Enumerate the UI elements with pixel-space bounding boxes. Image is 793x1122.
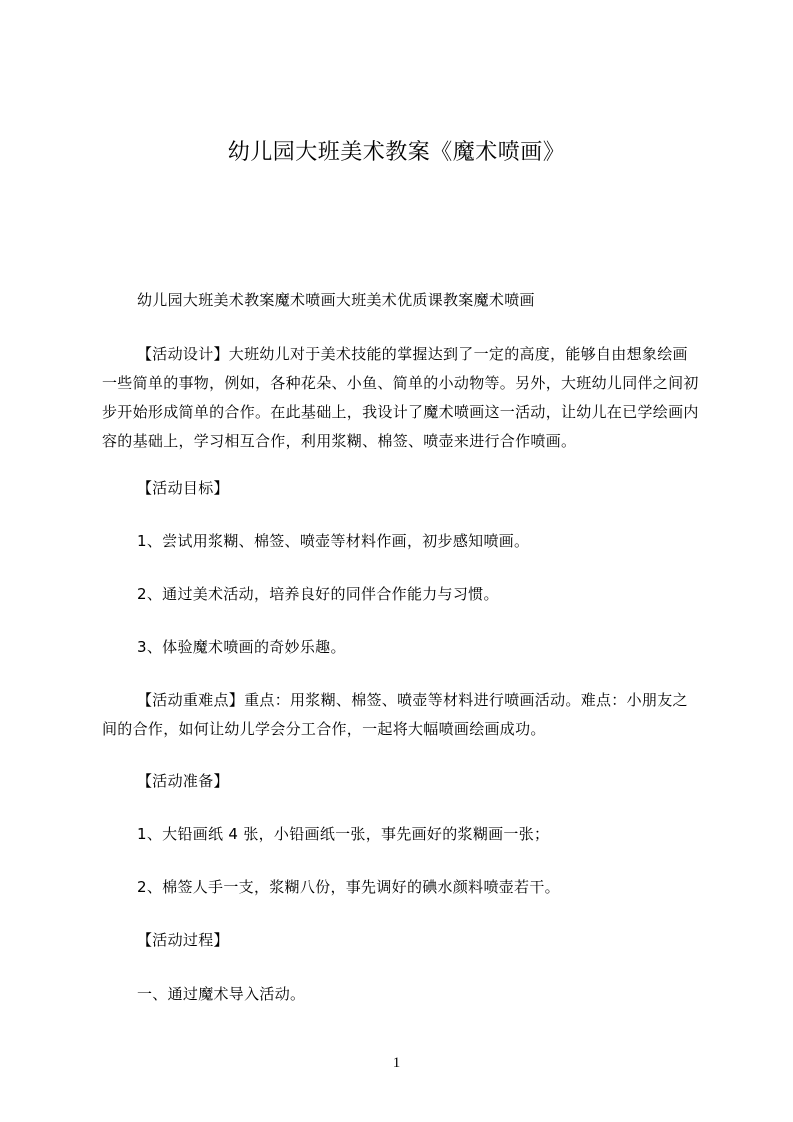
subtitle-paragraph: 幼儿园大班美术教案魔术喷画大班美术优质课教案魔术喷画 [137,291,535,309]
activity-process-heading: 【活动过程】 [137,931,229,949]
goal-item-2: 2、通过美术活动，培养良好的同伴合作能力与习惯。 [137,585,499,603]
goal-item-1: 1、尝试用浆糊、棉签、喷壶等材料作画，初步感知喷画。 [137,532,530,550]
goal-item-3: 3、体验魔术喷画的奇妙乐趣。 [137,638,346,656]
activity-goals-heading: 【活动目标】 [137,479,229,497]
activity-design-paragraph: 【活动设计】大班幼儿对于美术技能的掌握达到了一定的高度，能够自由想象绘画一些简单的事物，例如，各种花朵、小鱼、简单的小动物等。另外，大班幼儿同伴之间初步开始形成简单的合作。在此基础上，我设计了魔术喷画这一活动，让幼儿在已学绘画内容的基础上，学习相互合作，利用浆糊、棉签、喷壶来进行合作喷画。 [102,345,699,450]
key-difficulty-paragraph: 【活动重难点】重点：用浆糊、棉签、喷壶等材料进行喷画活动。难点：小朋友之间的合作，如何让幼儿学会分工合作，一起将大幅喷画绘画成功。 [102,691,688,738]
page-number: 1 [392,1055,401,1071]
prep-item-2: 2、棉签人手一支，浆糊八份，事先调好的碘水颜料喷壶若干。 [137,878,560,896]
prep-item-1: 1、大铅画纸 4 张，小铅画纸一张，事先画好的浆糊画一张； [137,825,550,843]
activity-prep-heading: 【活动准备】 [137,772,229,790]
document-title: 幼儿园大班美术教案《魔术喷画》 [227,140,566,165]
process-step-1: 一、通过魔术导入活动。 [137,985,306,1003]
